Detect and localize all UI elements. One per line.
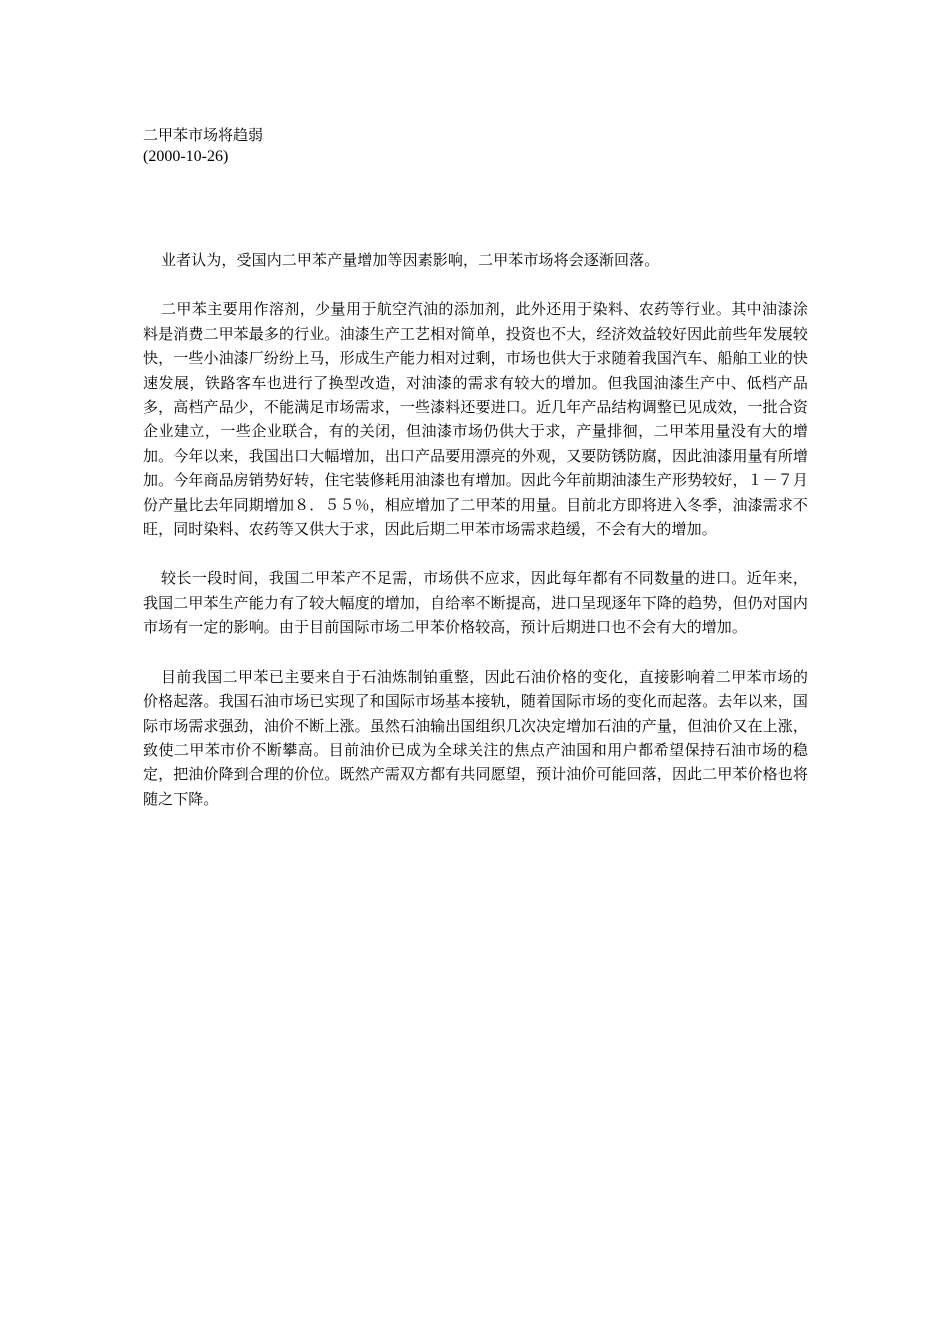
- article-title: 二甲苯市场将趋弱: [143, 126, 264, 144]
- paragraph-intro: 业者认为，受国内二甲苯产量增加等因素影响，二甲苯市场将会逐渐回落。: [161, 251, 660, 269]
- article-body: [143, 248, 808, 811]
- document-page: [143, 124, 808, 836]
- paragraph-price: 目前我国二甲苯已主要来自于石油炼制铂重整，因此石油价格的变化，直接影响着二甲苯市场的价格起落。我国石油市场已实现了和国际市场基本接轨，随着国际市场的变化而起落。去年以来，国际市场需求强劲，油价不断上涨。虽然石油输出国组织几次决定增加石油的产量，但油价又在上涨，致使二甲苯市价不断攀高。目前油价已成为全球关注的焦点产油国和用户都希望保持石油市场的稳定，把油价降到合理的价位。既然产需双方都有共同愿望，预计油价可能回落，因此二甲苯价格也将随之下降。: [143, 667, 808, 808]
- paragraph-imports: 较长一段时间，我国二甲苯产不足需，市场供不应求，因此每年都有不同数量的进口。近年来，我国二甲苯生产能力有了较大幅度的增加，自给率不断提高，进口呈现逐年下降的趋势，但仍对国内市场有一定的影响。由于目前国际市场二甲苯价格较高，预计后期进口也不会有大的增加。: [143, 569, 808, 637]
- paragraph-demand: 二甲苯主要用作溶剂，少量用于航空汽油的添加剂，此外还用于染料、农药等行业。其中油漆涂料是消费二甲苯最多的行业。油漆生产工艺相对简单，投资也不大，经济效益较好因此前些年发展较快，一些小油漆厂纷纷上马，形成生产能力相对过剩，市场也供大于求随着我国汽车、船舶工业的快速发展，铁路客车也进行了换型改造，对油漆的需求有较大的增加。但我国油漆生产中、低档产品多，高档产品少，不能满足市场需求，一些漆料还要进口。近几年产品结构调整已见成效，一批合资企业建立，一些企业联合，有的关闭，但油漆市场仍供大于求，产量排徊，二甲苯用量没有大的增加。今年以来，我国出口大幅增加，出口产品要用漂亮的外观，又要防锈防腐，因此油漆用量有所增加。今年商品房销势好转，住宅装修耗用油漆也有增加。因此今年前期油漆生产形势较好，１－７月份产量比去年同期增加８．５５％，相应增加了二甲苯的用量。目前北方即将进入冬季，油漆需求不旺，同时染料、农药等又供大于求，因此后期二甲苯市场需求趋缓，不会有大的增加。: [143, 300, 808, 539]
- article-date: (2000-10-26): [143, 148, 229, 165]
